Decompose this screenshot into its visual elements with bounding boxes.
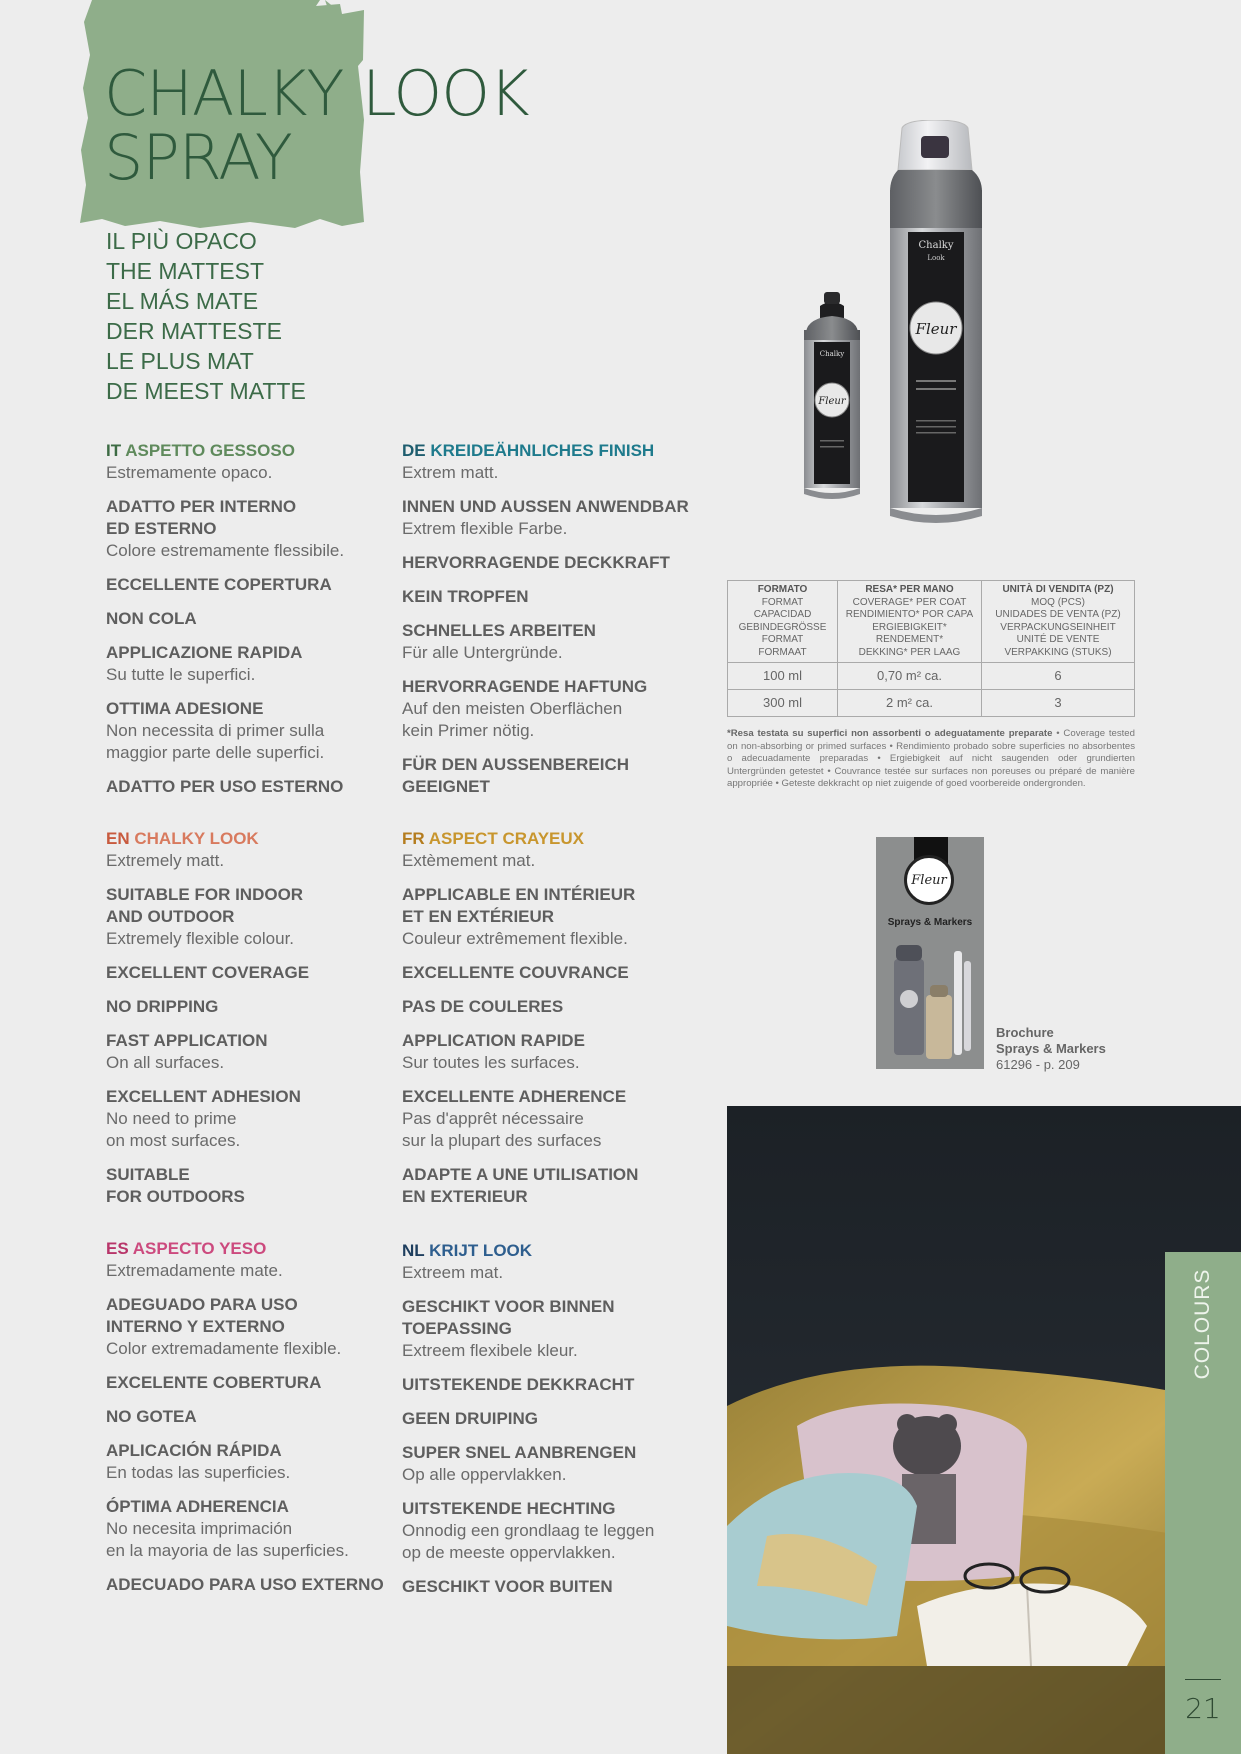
svg-text:Fleur: Fleur <box>818 396 846 407</box>
feature-title: GESCHIKT VOOR BUITEN <box>402 1577 613 1596</box>
section-heading <box>106 828 406 850</box>
feature-title: INNEN UND AUSSEN ANWENDBAR <box>402 497 689 516</box>
feature-item <box>402 1086 702 1152</box>
table-row <box>728 663 1135 690</box>
feature-item <box>106 1440 406 1484</box>
feature-description: On all surfaces. <box>106 1053 225 1072</box>
section-name: ASPECT CRAYEUX <box>428 829 585 848</box>
subtitle-de: DER MATTESTE <box>106 318 282 344</box>
feature-item <box>106 1574 406 1596</box>
section-intro: Extèmement mat. <box>402 851 536 870</box>
lang-code: EN <box>106 829 130 848</box>
feature-item <box>402 1498 702 1564</box>
brochure-info <box>996 1025 1106 1073</box>
feature-item <box>106 884 406 950</box>
feature-title: APPLICATION RAPIDE <box>402 1031 585 1050</box>
feature-title: ADATTO PER INTERNO ED ESTERNO <box>106 497 297 538</box>
feature-item <box>402 1408 702 1430</box>
feature-description: Su tutte le superfici. <box>106 665 256 684</box>
feature-description: Op alle oppervlakken. <box>402 1465 567 1484</box>
feature-title: SUITABLE FOR OUTDOORS <box>106 1165 245 1206</box>
section-heading <box>106 1238 406 1260</box>
feature-item <box>106 574 406 596</box>
header-bold: RESA* PER MANO <box>865 584 954 595</box>
feature-item <box>106 1406 406 1428</box>
section-heading <box>402 440 702 462</box>
feature-item <box>106 1164 406 1208</box>
header-line: GEBINDEGRÖSSE <box>738 621 827 633</box>
section-heading <box>402 828 702 850</box>
lang-code: NL <box>402 1241 425 1260</box>
brochure-reference: 61296 - p. 209 <box>996 1057 1080 1072</box>
feature-item <box>106 1294 406 1360</box>
feature-description: Non necessita di primer sulla maggior parte delle superfici. <box>106 721 325 762</box>
feature-title: FÜR DEN AUSSENBEREICH GEEIGNET <box>402 755 630 796</box>
svg-text:Fleur: Fleur <box>915 320 957 338</box>
header-line: DEKKING* PER LAAG <box>858 646 961 658</box>
sofa-cushions-photo <box>727 1106 1241 1754</box>
feature-title: EXCELLENTE ADHERENCE <box>402 1087 627 1106</box>
feature-title: UITSTEKENDE DEKKRACHT <box>402 1375 635 1394</box>
feature-description: Couleur extrêmement flexible. <box>402 929 628 948</box>
feature-item <box>402 1030 702 1074</box>
feature-description: No necesita imprimación en la mayoria de las superficies. <box>106 1519 349 1560</box>
side-tab-label: COLOURS <box>1191 1268 1214 1380</box>
spec-header-moq <box>982 581 1135 663</box>
coverage-footnote <box>727 728 1135 791</box>
feature-item <box>106 1496 406 1562</box>
feature-description: Pas d'apprêt nécessaire sur la plupart des surfaces <box>402 1109 602 1150</box>
table-cell: 6 <box>982 663 1135 690</box>
section-name: KRIJT LOOK <box>429 1241 533 1260</box>
spec-header-format <box>728 581 838 663</box>
fleur-logo: Fleur <box>904 855 954 905</box>
feature-title: ECCELLENTE COPERTURA <box>106 575 332 594</box>
feature-description: Sur toutes les surfaces. <box>402 1053 580 1072</box>
section-intro: Estremamente opaco. <box>106 463 273 482</box>
feature-item <box>106 608 406 630</box>
feature-description: Auf den meisten Oberflächen kein Primer nötig. <box>402 699 623 740</box>
section-name: ASPECTO YESO <box>132 1239 267 1258</box>
section-side-tab <box>1165 1252 1241 1754</box>
feature-title: ADATTO PER USO ESTERNO <box>106 777 344 796</box>
table-cell: 2 m² ca. <box>838 690 982 717</box>
header-line: VERPAKKING (STUKS) <box>1004 646 1112 658</box>
header-line: FORMAAT <box>758 646 807 658</box>
feature-item <box>106 1086 406 1152</box>
subtitle-it: IL PIÙ OPACO <box>106 228 257 254</box>
feature-title: SUPER SNEL AANBRENGEN <box>402 1443 637 1462</box>
feature-description: Color extremadamente flexible. <box>106 1339 342 1358</box>
spec-table <box>727 580 1135 717</box>
feature-title: NO DRIPPING <box>106 997 219 1016</box>
title-line-2: SPRAY <box>104 121 292 194</box>
feature-title: HERVORRAGENDE HAFTUNG <box>402 677 648 696</box>
feature-title: UITSTEKENDE HECHTING <box>402 1499 616 1518</box>
header-line: FORMAT <box>761 596 804 608</box>
title-line-1: CHALKY LOOK <box>104 57 529 130</box>
section-it <box>106 440 406 798</box>
table-cell: 3 <box>982 690 1135 717</box>
feature-description: En todas las superficies. <box>106 1463 291 1482</box>
feature-item <box>402 620 702 664</box>
feature-item <box>106 642 406 686</box>
brochure-label: Brochure <box>996 1025 1054 1040</box>
feature-description: No need to prime on most surfaces. <box>106 1109 241 1150</box>
header-bold: FORMATO <box>757 584 808 595</box>
table-row <box>728 690 1135 717</box>
svg-text:Chalky: Chalky <box>918 240 954 251</box>
feature-item <box>402 996 702 1018</box>
feature-title: APLICACIÓN RÁPIDA <box>106 1441 282 1460</box>
feature-item <box>106 1372 406 1394</box>
section-heading <box>106 440 406 462</box>
feature-title: APPLICABLE EN INTÉRIEUR ET EN EXTÉRIEUR <box>402 885 636 926</box>
brochure-cans-icon <box>886 941 976 1063</box>
feature-item <box>402 884 702 950</box>
section-de <box>402 440 702 798</box>
section-name: KREIDEÄHNLICHES FINISH <box>430 441 655 460</box>
header-line: MOQ (PCS) <box>1031 596 1085 608</box>
subtitle-es: EL MÁS MATE <box>106 288 259 314</box>
feature-title: FAST APPLICATION <box>106 1031 268 1050</box>
footnote-bold: *Resa testata su superfici non assorbenti o adeguatamente preparate <box>727 728 1053 739</box>
brochure-cover-title: Sprays & Markers <box>887 917 973 928</box>
feature-title: ÓPTIMA ADHERENCIA <box>106 1497 289 1516</box>
feature-description: Extremely flexible colour. <box>106 929 295 948</box>
feature-title: ADAPTE A UNE UTILISATION EN EXTERIEUR <box>402 1165 639 1206</box>
section-intro: Extreem mat. <box>402 1263 504 1282</box>
feature-item <box>402 962 702 984</box>
feature-item <box>402 586 702 608</box>
section-heading <box>402 1240 702 1262</box>
feature-description: Für alle Untergründe. <box>402 643 563 662</box>
header-line: UNITÉ DE VENTE <box>1016 634 1100 645</box>
feature-item <box>402 1374 702 1396</box>
footnote-text: • Coverage tested on non-absorbing or primed surfaces • Rendimiento probado sobre superficies no absorbentes o adecuadamente preparadas • Ergiebigkeit auf nicht saugenden oder grundierten Untergründen getestet • Couvrance testée sur surfaces non poreuses ou préparé de manière appropriée • Geteste dekkracht op niet zuigende of goed voorbereide ondergronden. <box>727 728 1135 789</box>
spec-table-header-row <box>728 581 1135 663</box>
section-intro: Extrem matt. <box>402 463 499 482</box>
subtitle-en: THE MATTEST <box>106 258 265 284</box>
feature-description: Extrem flexible Farbe. <box>402 519 568 538</box>
feature-title: EXCELLENT ADHESION <box>106 1087 301 1106</box>
brochure-title: Sprays & Markers <box>996 1041 1106 1056</box>
section-intro: Extremely matt. <box>106 851 225 870</box>
feature-description: Colore estremamente flessibile. <box>106 541 345 560</box>
section-intro: Extremadamente mate. <box>106 1261 283 1280</box>
header-line: CAPACIDAD <box>753 609 812 620</box>
header-line: ERGIEBIGKEIT* <box>872 621 947 633</box>
lang-code: DE <box>402 441 426 460</box>
header-line: RENDIMIENTO* POR CAPA <box>845 609 974 620</box>
lang-code: ES <box>106 1239 129 1258</box>
lang-code: FR <box>402 829 425 848</box>
feature-title: GEEN DRUIPING <box>402 1409 539 1428</box>
header-bold: UNITÀ DI VENDITA (PZ) <box>1002 584 1114 595</box>
section-name: CHALKY LOOK <box>134 829 259 848</box>
table-cell: 300 ml <box>728 690 838 717</box>
subtitle-nl: DE MEEST MATTE <box>106 378 306 404</box>
feature-item <box>106 776 406 798</box>
header-line: COVERAGE* PER COAT <box>852 596 967 608</box>
feature-title: ADEGUADO PARA USO INTERNO Y EXTERNO <box>106 1295 298 1336</box>
feature-title: APPLICAZIONE RAPIDA <box>106 643 303 662</box>
brochure-cover-image[interactable] <box>876 837 984 1069</box>
feature-title: PAS DE COULERES <box>402 997 564 1016</box>
header-line: RENDEMENT* <box>875 634 944 645</box>
feature-item <box>106 996 406 1018</box>
page-title <box>104 57 529 194</box>
lang-code: IT <box>106 441 122 460</box>
header-line: UNIDADES DE VENTA (PZ) <box>995 609 1121 620</box>
spec-header-coverage <box>838 581 982 663</box>
feature-title: EXCELLENTE COUVRANCE <box>402 963 629 982</box>
feature-item <box>402 552 702 574</box>
feature-title: KEIN TROPFEN <box>402 587 529 606</box>
feature-item <box>402 1442 702 1486</box>
feature-description: Extreem flexibele kleur. <box>402 1341 578 1360</box>
feature-title: SCHNELLES ARBEITEN <box>402 621 596 640</box>
subtitle-list <box>106 226 306 406</box>
page-number-rule <box>1185 1679 1221 1680</box>
svg-text:Look: Look <box>927 254 945 262</box>
feature-title: EXCELENTE COBERTURA <box>106 1373 322 1392</box>
feature-title: GESCHIKT VOOR BINNEN TOEPASSING <box>402 1297 615 1338</box>
feature-description: Onnodig een grondlaag te leggen op de meeste oppervlakken. <box>402 1521 655 1562</box>
feature-item <box>402 676 702 742</box>
feature-title: OTTIMA ADESIONE <box>106 699 264 718</box>
table-cell: 0,70 m² ca. <box>838 663 982 690</box>
feature-item <box>402 1576 702 1598</box>
header-line: VERPACKUNGSEINHEIT <box>1000 621 1116 633</box>
feature-title: ADECUADO PARA USO EXTERNO <box>106 1575 384 1594</box>
feature-item <box>402 1296 702 1362</box>
subtitle-fr: LE PLUS MAT <box>106 348 254 374</box>
feature-item <box>106 962 406 984</box>
section-en <box>106 828 406 1208</box>
feature-title: NO GOTEA <box>106 1407 197 1426</box>
svg-text:Chalky: Chalky <box>819 350 845 358</box>
section-fr <box>402 828 702 1208</box>
feature-item <box>106 1030 406 1074</box>
feature-item <box>402 496 702 540</box>
spray-cans-image <box>790 120 1070 550</box>
feature-item <box>106 496 406 562</box>
page-number: 21 <box>1185 1692 1221 1725</box>
feature-title: NON COLA <box>106 609 197 628</box>
feature-title: EXCELLENT COVERAGE <box>106 963 310 982</box>
feature-item <box>402 1164 702 1208</box>
feature-item <box>106 698 406 764</box>
feature-title: SUITABLE FOR INDOOR AND OUTDOOR <box>106 885 304 926</box>
section-name: ASPETTO GESSOSO <box>125 441 295 460</box>
feature-item <box>402 754 702 798</box>
section-es <box>106 1238 406 1596</box>
feature-title: HERVORRAGENDE DECKKRAFT <box>402 553 670 572</box>
table-cell: 100 ml <box>728 663 838 690</box>
header-line: FORMAT <box>761 634 804 645</box>
section-nl <box>402 1240 702 1598</box>
